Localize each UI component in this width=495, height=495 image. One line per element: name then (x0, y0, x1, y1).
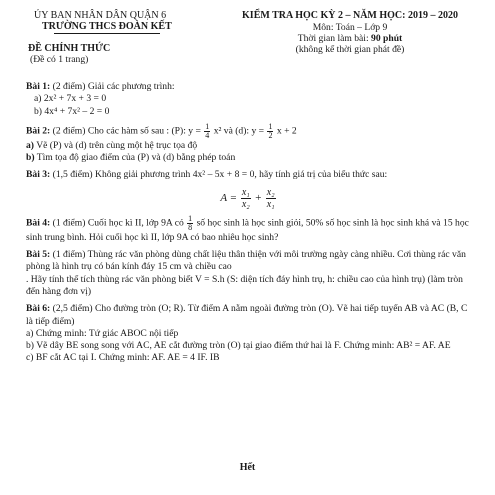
school-name: TRƯỜNG THCS ĐOÀN KẾT (42, 21, 172, 32)
question-6 (26, 303, 471, 364)
q6-label: Bài 6: (26, 303, 51, 315)
header-right (215, 10, 485, 55)
subject-line: Môn: Toán – Lớp 9 (312, 22, 388, 33)
question-3 (26, 169, 471, 209)
q4-numerator: 1 (188, 213, 193, 223)
question-2 (26, 123, 471, 165)
question-1 (26, 81, 471, 118)
exam-body (26, 76, 471, 365)
official-label: ĐỀ CHÍNH THỨC (28, 43, 111, 54)
q6-text: (2,5 điểm) Cho đường tròn (O; R). Từ điểm A nằm ngoài đường tròn (O). Vẽ hai tiếp tuyến AB và AC (B, C là tiếp điểm) (26, 303, 468, 327)
q2-p-fraction (204, 123, 210, 140)
q1-part-a: a) 2x² + 7x + 3 = 0 (34, 93, 107, 105)
q5-label: Bài 5: (26, 249, 51, 261)
q1-part-b: b) 4x⁴ + 7x² – 2 = 0 (34, 105, 110, 117)
committee-name: ỦY BAN NHÂN DÂN QUẬN 6 (34, 10, 167, 21)
q2-a-label: a) (26, 139, 34, 151)
formula-fraction-1 (241, 187, 251, 210)
q2-b-text: Tìm tọa độ giao điểm của (P) và (d) bằng phép toán (34, 152, 236, 164)
q3-label: Bài 3: (26, 169, 51, 181)
q2-d-denominator: 2 (268, 130, 273, 140)
q4-label: Bài 4: (26, 217, 51, 229)
q2-p-tail: x² và (d): y = (211, 125, 267, 137)
header-left (26, 10, 216, 65)
q1-intro: (2 điểm) Giải các phương trình: (50, 81, 175, 92)
fraction-2-denominator: x₁ (266, 198, 275, 210)
fraction-1-denominator: x₂ (241, 198, 250, 210)
q1-label: Bài 1: (26, 81, 51, 92)
fraction-2-numerator: x₂ (266, 186, 275, 198)
formula-lhs: A = (220, 191, 240, 204)
q2-d-fraction (267, 123, 273, 140)
header-divider (54, 33, 160, 34)
q2-part-a (26, 140, 471, 152)
end-marker: Hết (239, 462, 256, 473)
q2-label: Bài 2: (26, 125, 51, 137)
time-line (215, 33, 485, 44)
q2-d-numerator: 1 (268, 121, 273, 131)
q6-part-c: c) BF cắt AC tại I. Chứng minh: AF. AE = 4 IF. IB (26, 352, 220, 364)
q2-p-denominator: 4 (205, 130, 210, 140)
q3-formula (26, 187, 471, 210)
q5-text-2: . Hãy tính thể tích thùng rác văn phòng biết V = S.h (S: diện tích đáy hình trụ, h: chiều cao của hình trụ) (làm tròn đến hàng đơn vị) (26, 273, 463, 297)
q4-text-a: (1 điểm) Cuối học kì II, lớp 9A có (50, 217, 187, 229)
formula-fraction-2 (266, 187, 276, 210)
exam-title: KIỂM TRA HỌC KỲ 2 – NĂM HỌC: 2019 – 2020 (242, 10, 458, 21)
q6-part-b: b) Vẽ dây BE song song với AC, AE cắt đường tròn (O) tại giao điểm thứ hai là F. Chứng minh: AB² = AF. AE (26, 340, 451, 352)
q2-p-numerator: 1 (205, 121, 210, 131)
page-count: (Đề có 1 trang) (30, 54, 89, 65)
q3-text: (1,5 điểm) Không giải phương trình 4x² – 5x + 8 = 0, hãy tính giá trị của biểu thức sau: (50, 169, 388, 181)
q5-text: (1 điểm) Thùng rác văn phòng dùng chất liệu thân thiện với môi trường ngày càng nhiều. Cơi thùng rác văn phòng là hình trụ có bán kính đáy 15 cm và chiều cao (26, 249, 466, 273)
q6-part-a: a) Chứng minh: Tứ giác ABOC nội tiếp (26, 327, 179, 339)
time-value: 90 phút (371, 33, 403, 44)
question-4 (26, 215, 471, 244)
time-note: (không kể thời gian phát đề) (295, 44, 405, 55)
q4-fraction (187, 215, 193, 232)
q4-text-b: số học sinh là học sinh giỏi, 50% số học sinh là học sinh khá và 15 học sinh trung bình. Hỏi cuối học kì II, lớp 9A có bao nhiêu học sinh? (26, 217, 469, 243)
fraction-1-numerator: x₁ (241, 186, 250, 198)
q4-denominator: 8 (188, 222, 193, 232)
formula-plus: + (251, 191, 265, 204)
time-label: Thời gian làm bài: (297, 33, 372, 44)
question-5 (26, 249, 471, 298)
q2-a-text: Vẽ (P) và (d) trên cùng một hệ trục tọa độ (34, 139, 198, 151)
q2-b-label: b) (26, 152, 35, 164)
q2-part-b (26, 152, 471, 164)
q2-d-tail: x + 2 (274, 125, 297, 137)
q2-intro: (2 điểm) Cho các hàm số sau : (P): y = (50, 125, 204, 137)
